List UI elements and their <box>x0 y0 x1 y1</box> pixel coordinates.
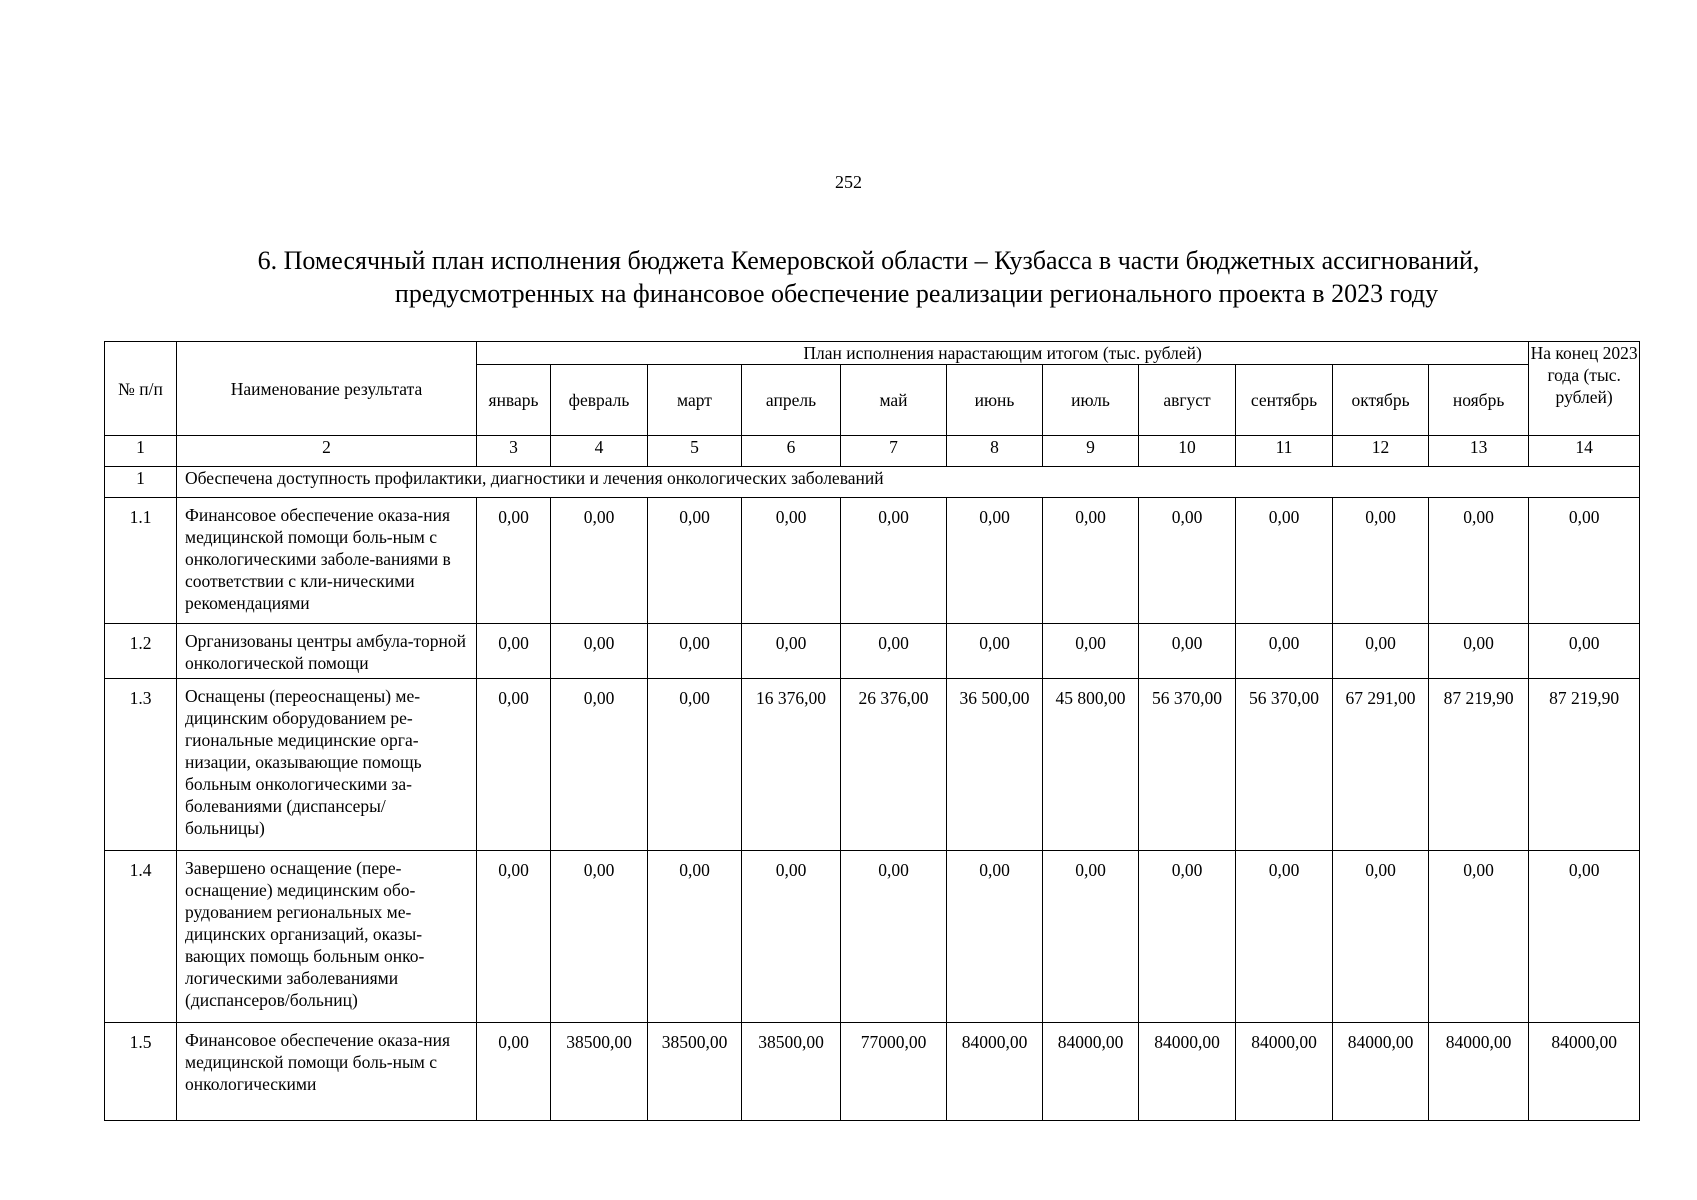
header-num: № п/п <box>105 342 177 436</box>
row-index: 1.5 <box>105 1023 177 1121</box>
row-value: 84000,00 <box>1429 1023 1529 1121</box>
column-number: 10 <box>1139 436 1236 467</box>
column-number: 6 <box>742 436 841 467</box>
row-value: 84000,00 <box>947 1023 1043 1121</box>
row-value: 0,00 <box>477 851 551 1023</box>
row-value: 0,00 <box>1139 498 1236 624</box>
column-number: 9 <box>1043 436 1139 467</box>
column-number: 8 <box>947 436 1043 467</box>
row-name: Финансовое обеспечение оказа-ния медицинской помощи боль-ным с онкологическими <box>177 1023 477 1121</box>
column-number: 13 <box>1429 436 1529 467</box>
row-value: 0,00 <box>1429 498 1529 624</box>
row-value: 0,00 <box>841 851 947 1023</box>
header-month: июль <box>1043 365 1139 436</box>
column-number: 14 <box>1529 436 1640 467</box>
document-title <box>0 244 1697 310</box>
row-value: 56 370,00 <box>1236 679 1333 851</box>
row-value: 0,00 <box>1236 498 1333 624</box>
column-number: 3 <box>477 436 551 467</box>
title-line-2: предусмотренных на финансовое обеспечение реализации регионального проекта в 2023 году <box>394 279 1439 308</box>
row-value: 0,00 <box>1236 624 1333 679</box>
row-value: 0,00 <box>648 624 742 679</box>
column-number: 5 <box>648 436 742 467</box>
row-index: 1.2 <box>105 624 177 679</box>
row-value: 0,00 <box>648 851 742 1023</box>
column-number-row <box>105 436 1640 467</box>
row-value: 0,00 <box>477 624 551 679</box>
row-value: 77000,00 <box>841 1023 947 1121</box>
column-number: 2 <box>177 436 477 467</box>
row-name: Завершено оснащение (пере-оснащение) медицинским обо-рудованием региональных ме-дицинских организаций, оказы-вающих помощь больным онко-логическими заболеваниями (диспансеров/больниц) <box>177 851 477 1023</box>
row-value: 0,00 <box>947 624 1043 679</box>
row-value: 0,00 <box>551 851 648 1023</box>
row-value: 38500,00 <box>551 1023 648 1121</box>
row-value: 0,00 <box>1043 624 1139 679</box>
column-number: 7 <box>841 436 947 467</box>
row-name: Организованы центры амбула-торной онкологической помощи <box>177 624 477 679</box>
column-number: 12 <box>1333 436 1429 467</box>
row-value: 0,00 <box>648 679 742 851</box>
row-value: 16 376,00 <box>742 679 841 851</box>
row-value: 0,00 <box>1429 851 1529 1023</box>
table-row <box>105 679 1640 851</box>
row-value: 84000,00 <box>1529 1023 1640 1121</box>
row-value: 0,00 <box>841 624 947 679</box>
row-value: 0,00 <box>1529 624 1640 679</box>
row-value: 84000,00 <box>1236 1023 1333 1121</box>
row-value: 0,00 <box>551 679 648 851</box>
column-number: 4 <box>551 436 648 467</box>
header-month: август <box>1139 365 1236 436</box>
section-row <box>105 467 1640 498</box>
header-month: май <box>841 365 947 436</box>
row-value: 26 376,00 <box>841 679 947 851</box>
row-value: 87 219,90 <box>1529 679 1640 851</box>
row-value: 0,00 <box>1529 498 1640 624</box>
row-value: 0,00 <box>1139 851 1236 1023</box>
row-value: 0,00 <box>1333 624 1429 679</box>
row-value: 38500,00 <box>742 1023 841 1121</box>
section-index: 1 <box>105 467 177 498</box>
header-month: сентябрь <box>1236 365 1333 436</box>
row-value: 0,00 <box>1043 851 1139 1023</box>
row-value: 45 800,00 <box>1043 679 1139 851</box>
row-value: 0,00 <box>551 624 648 679</box>
row-value: 0,00 <box>1333 498 1429 624</box>
row-value: 56 370,00 <box>1139 679 1236 851</box>
row-value: 84000,00 <box>1139 1023 1236 1121</box>
row-value: 0,00 <box>742 498 841 624</box>
row-index: 1.1 <box>105 498 177 624</box>
row-value: 0,00 <box>477 498 551 624</box>
column-number: 1 <box>105 436 177 467</box>
row-index: 1.4 <box>105 851 177 1023</box>
row-value: 0,00 <box>1236 851 1333 1023</box>
row-value: 38500,00 <box>648 1023 742 1121</box>
row-value: 0,00 <box>1139 624 1236 679</box>
row-value: 0,00 <box>1529 851 1640 1023</box>
table-row <box>105 851 1640 1023</box>
header-month: октябрь <box>1333 365 1429 436</box>
row-value: 0,00 <box>742 851 841 1023</box>
header-month: апрель <box>742 365 841 436</box>
header-year-end: На конец 2023 года (тыс. рублей) <box>1529 342 1640 436</box>
page-number: 252 <box>835 172 862 192</box>
table-row <box>105 498 1640 624</box>
row-index: 1.3 <box>105 679 177 851</box>
header-name: Наименование результата <box>177 342 477 436</box>
header-month: январь <box>477 365 551 436</box>
row-value: 36 500,00 <box>947 679 1043 851</box>
header-month: ноябрь <box>1429 365 1529 436</box>
title-line-1: 6. Помесячный план исполнения бюджета Кемеровской области – Кузбасса в части бюджетных ассигнований, <box>257 246 1480 275</box>
header-plan-group: План исполнения нарастающим итогом (тыс. рублей) <box>477 342 1529 365</box>
column-number: 11 <box>1236 436 1333 467</box>
row-value: 87 219,90 <box>1429 679 1529 851</box>
header-row-top <box>105 342 1640 365</box>
header-month: июнь <box>947 365 1043 436</box>
table-row <box>105 624 1640 679</box>
header-month: февраль <box>551 365 648 436</box>
row-value: 0,00 <box>551 498 648 624</box>
row-value: 0,00 <box>1333 851 1429 1023</box>
row-value: 0,00 <box>947 498 1043 624</box>
row-value: 0,00 <box>648 498 742 624</box>
row-value: 0,00 <box>1429 624 1529 679</box>
row-value: 84000,00 <box>1043 1023 1139 1121</box>
row-value: 0,00 <box>841 498 947 624</box>
row-value: 0,00 <box>1043 498 1139 624</box>
row-value: 84000,00 <box>1333 1023 1429 1121</box>
budget-plan-table <box>104 341 1640 1121</box>
row-value: 67 291,00 <box>1333 679 1429 851</box>
row-name: Оснащены (переоснащены) ме-дицинским оборудованием ре-гиональные медицинские орга-низации, оказывающие помощь больным онкологическими за-болеваниями (диспансеры/ больницы) <box>177 679 477 851</box>
row-value: 0,00 <box>947 851 1043 1023</box>
row-name: Финансовое обеспечение оказа-ния медицинской помощи боль-ным с онкологическими заболе-ваниями в соответствии с кли-ническими рекомендациями <box>177 498 477 624</box>
row-value: 0,00 <box>477 679 551 851</box>
row-value: 0,00 <box>477 1023 551 1121</box>
section-label: Обеспечена доступность профилактики, диагностики и лечения онкологических заболеваний <box>177 467 1640 498</box>
table-row <box>105 1023 1640 1121</box>
row-value: 0,00 <box>742 624 841 679</box>
header-month: март <box>648 365 742 436</box>
